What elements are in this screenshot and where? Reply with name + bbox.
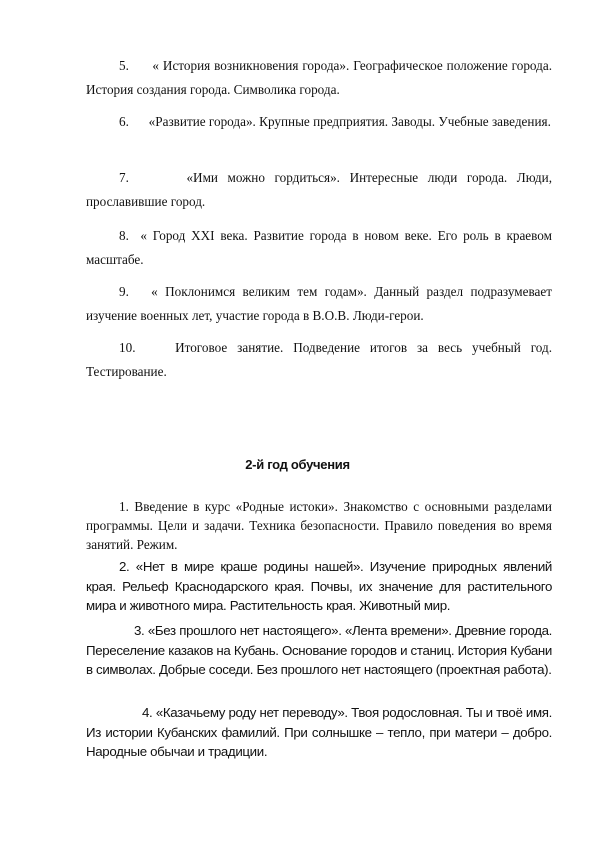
section-heading: 2-й год обучения [245, 457, 350, 472]
topic-item-5: 5. « История возникновения города». Географическое положение города. История создания города. Символика города. [86, 58, 552, 97]
topic-item-8: 8. « Город XXI века. Развитие города в новом веке. Его роль в краевом масштабе. [86, 228, 552, 267]
topic-item-6: 6. «Развитие города». Крупные предприятия. Заводы. Учебные заведения. [119, 114, 551, 129]
year2-item-3: 3. «Без прошлого нет настоящего». «Лента времени». Древние города. Переселение казаков на Кубань. Основание городов и станиц. История Кубани в символах. Добрые соседи. Без прошлого нет настоящего (проектная работа). [86, 623, 552, 677]
year2-item-1: 1. Введение в курс «Родные истоки». Знакомство с основными разделами программы. Цели и задачи. Техника безопасности. Правило поведения во время занятий. Режим. [86, 499, 552, 552]
topic-item-10: 10. Итоговое занятие. Подведение итогов за весь учебный год. Тестирование. [86, 340, 552, 379]
year2-item-4: 4. «Казачьему роду нет переводу». Твоя родословная. Ты и твоё имя. Из истории Кубанских фамилий. При солнышке – тепло, при матери – добро. Народные обычаи и традиции. [86, 705, 552, 759]
topic-item-9: 9. « Поклонимся великим тем годам». Данный раздел подразумевает изучение военных лет, участие города в В.О.В. Люди-герои. [86, 284, 552, 323]
topic-item-7: 7. «Ими можно гордиться». Интересные люди города. Люди, прославившие город. [86, 170, 552, 209]
year2-item-2: 2. «Нет в мире краше родины нашей». Изучение природных явлений края. Рельеф Краснодарского края. Почвы, их значение для растительного мира и животного мира. Растительность края. Животный мир. [86, 559, 552, 613]
